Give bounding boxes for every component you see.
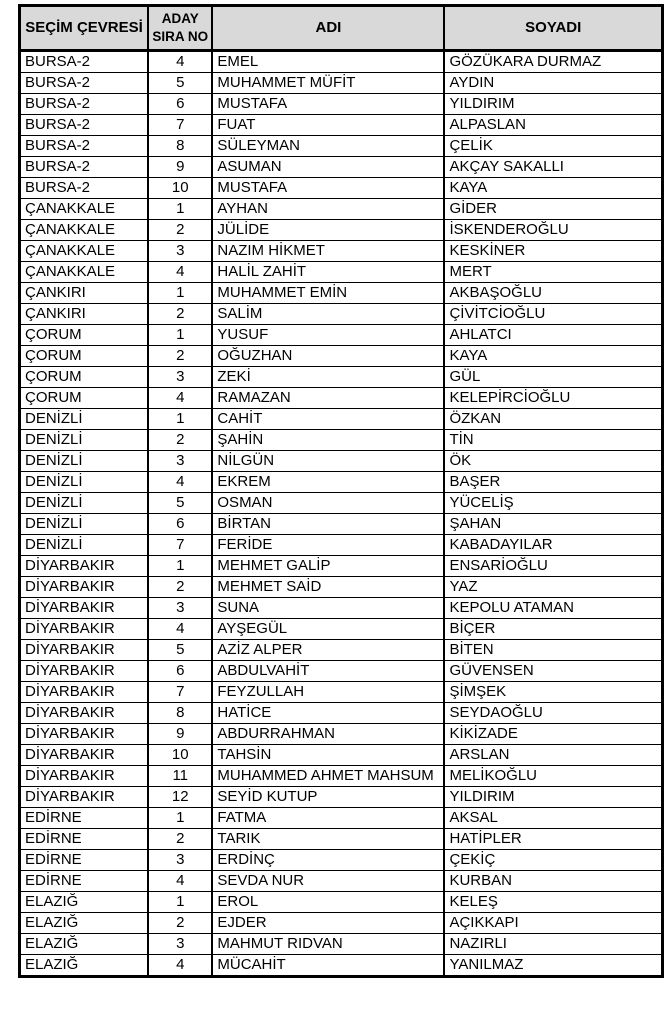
- table-row: [20, 808, 663, 829]
- cell-first-name: BİRTAN: [212, 514, 444, 535]
- table-row: [20, 451, 663, 472]
- cell-order-no: 4: [148, 955, 212, 977]
- table-row: [20, 577, 663, 598]
- table-row: [20, 94, 663, 115]
- cell-district: EDİRNE: [20, 829, 149, 850]
- cell-order-no: 6: [148, 514, 212, 535]
- cell-order-no: 1: [148, 199, 212, 220]
- cell-district: ÇORUM: [20, 388, 149, 409]
- cell-last-name: YAZ: [444, 577, 662, 598]
- cell-first-name: SEVDA NUR: [212, 871, 444, 892]
- table-row: [20, 766, 663, 787]
- cell-district: EDİRNE: [20, 871, 149, 892]
- cell-last-name: ŞİMŞEK: [444, 682, 662, 703]
- cell-district: DENİZLİ: [20, 493, 149, 514]
- cell-district: ÇANKIRI: [20, 304, 149, 325]
- table-row: [20, 178, 663, 199]
- table-row: [20, 598, 663, 619]
- cell-last-name: AKBAŞOĞLU: [444, 283, 662, 304]
- cell-last-name: ÖZKAN: [444, 409, 662, 430]
- cell-order-no: 1: [148, 556, 212, 577]
- cell-last-name: MERT: [444, 262, 662, 283]
- cell-district: ÇANAKKALE: [20, 262, 149, 283]
- cell-last-name: ÖK: [444, 451, 662, 472]
- cell-order-no: 1: [148, 283, 212, 304]
- table-row: [20, 955, 663, 977]
- cell-district: DİYARBAKIR: [20, 703, 149, 724]
- table-row: [20, 913, 663, 934]
- cell-order-no: 3: [148, 451, 212, 472]
- cell-district: ELAZIĞ: [20, 892, 149, 913]
- cell-first-name: ASUMAN: [212, 157, 444, 178]
- cell-order-no: 10: [148, 178, 212, 199]
- cell-district: ÇORUM: [20, 346, 149, 367]
- table-row: [20, 430, 663, 451]
- table-row: [20, 199, 663, 220]
- cell-first-name: MAHMUT RIDVAN: [212, 934, 444, 955]
- cell-last-name: AÇIKKAPI: [444, 913, 662, 934]
- cell-district: BURSA-2: [20, 94, 149, 115]
- cell-last-name: İSKENDEROĞLU: [444, 220, 662, 241]
- table-row: [20, 682, 663, 703]
- table-row: [20, 556, 663, 577]
- table-body: [20, 51, 663, 977]
- cell-first-name: SEYİD KUTUP: [212, 787, 444, 808]
- cell-last-name: ALPASLAN: [444, 115, 662, 136]
- cell-first-name: ERDİNÇ: [212, 850, 444, 871]
- cell-first-name: MUSTAFA: [212, 178, 444, 199]
- cell-order-no: 8: [148, 703, 212, 724]
- cell-district: DENİZLİ: [20, 472, 149, 493]
- table-row: [20, 472, 663, 493]
- cell-order-no: 10: [148, 745, 212, 766]
- cell-order-no: 7: [148, 115, 212, 136]
- cell-first-name: ZEKİ: [212, 367, 444, 388]
- cell-first-name: YUSUF: [212, 325, 444, 346]
- cell-first-name: MUHAMMED AHMET MAHSUM: [212, 766, 444, 787]
- cell-first-name: FATMA: [212, 808, 444, 829]
- table-row: [20, 325, 663, 346]
- table-row: [20, 241, 663, 262]
- table-row: [20, 850, 663, 871]
- cell-last-name: GÜVENSEN: [444, 661, 662, 682]
- cell-last-name: KELEPİRCİOĞLU: [444, 388, 662, 409]
- cell-district: DİYARBAKIR: [20, 766, 149, 787]
- cell-first-name: NİLGÜN: [212, 451, 444, 472]
- table-row: [20, 724, 663, 745]
- cell-order-no: 6: [148, 94, 212, 115]
- header-order-no: ADAY SIRA NO: [148, 6, 212, 51]
- cell-district: ELAZIĞ: [20, 913, 149, 934]
- cell-district: EDİRNE: [20, 850, 149, 871]
- header-district: SEÇİM ÇEVRESİ: [20, 6, 149, 51]
- cell-order-no: 1: [148, 325, 212, 346]
- cell-district: DENİZLİ: [20, 409, 149, 430]
- cell-district: DİYARBAKIR: [20, 745, 149, 766]
- table-row: [20, 871, 663, 892]
- cell-order-no: 9: [148, 724, 212, 745]
- cell-first-name: FERİDE: [212, 535, 444, 556]
- document-sheet: [18, 4, 664, 978]
- cell-order-no: 4: [148, 871, 212, 892]
- cell-first-name: MÜCAHİT: [212, 955, 444, 977]
- cell-order-no: 4: [148, 51, 212, 73]
- table-row: [20, 640, 663, 661]
- table-row: [20, 304, 663, 325]
- cell-last-name: KABADAYILAR: [444, 535, 662, 556]
- cell-last-name: ENSARİOĞLU: [444, 556, 662, 577]
- cell-first-name: CAHİT: [212, 409, 444, 430]
- cell-district: ELAZIĞ: [20, 934, 149, 955]
- cell-first-name: FEYZULLAH: [212, 682, 444, 703]
- cell-district: BURSA-2: [20, 51, 149, 73]
- cell-district: BURSA-2: [20, 157, 149, 178]
- cell-order-no: 2: [148, 430, 212, 451]
- cell-district: DİYARBAKIR: [20, 682, 149, 703]
- cell-first-name: MEHMET GALİP: [212, 556, 444, 577]
- cell-first-name: HALİL ZAHİT: [212, 262, 444, 283]
- cell-last-name: KESKİNER: [444, 241, 662, 262]
- cell-district: ÇORUM: [20, 325, 149, 346]
- cell-order-no: 2: [148, 304, 212, 325]
- cell-last-name: YILDIRIM: [444, 787, 662, 808]
- cell-first-name: AYHAN: [212, 199, 444, 220]
- cell-last-name: AKSAL: [444, 808, 662, 829]
- cell-last-name: GÖZÜKARA DURMAZ: [444, 51, 662, 73]
- cell-last-name: KAYA: [444, 346, 662, 367]
- table-row: [20, 703, 663, 724]
- cell-district: DİYARBAKIR: [20, 640, 149, 661]
- cell-order-no: 2: [148, 577, 212, 598]
- cell-district: ÇANAKKALE: [20, 199, 149, 220]
- cell-first-name: FUAT: [212, 115, 444, 136]
- cell-last-name: GİDER: [444, 199, 662, 220]
- candidate-table: [18, 4, 664, 978]
- table-row: [20, 661, 663, 682]
- cell-first-name: NAZIM HİKMET: [212, 241, 444, 262]
- cell-order-no: 2: [148, 346, 212, 367]
- header-row: [20, 6, 663, 51]
- cell-order-no: 3: [148, 367, 212, 388]
- cell-district: DİYARBAKIR: [20, 619, 149, 640]
- cell-order-no: 7: [148, 682, 212, 703]
- cell-first-name: RAMAZAN: [212, 388, 444, 409]
- cell-district: DİYARBAKIR: [20, 787, 149, 808]
- cell-first-name: ABDURRAHMAN: [212, 724, 444, 745]
- cell-last-name: BAŞER: [444, 472, 662, 493]
- header-last-name: SOYADI: [444, 6, 662, 51]
- cell-first-name: EKREM: [212, 472, 444, 493]
- cell-district: BURSA-2: [20, 73, 149, 94]
- table-row: [20, 283, 663, 304]
- cell-order-no: 3: [148, 850, 212, 871]
- cell-last-name: BİÇER: [444, 619, 662, 640]
- cell-order-no: 4: [148, 472, 212, 493]
- table-row: [20, 136, 663, 157]
- table-row: [20, 157, 663, 178]
- table-row: [20, 346, 663, 367]
- cell-first-name: JÜLİDE: [212, 220, 444, 241]
- cell-order-no: 1: [148, 892, 212, 913]
- cell-order-no: 3: [148, 598, 212, 619]
- cell-district: DENİZLİ: [20, 535, 149, 556]
- table-row: [20, 262, 663, 283]
- cell-order-no: 4: [148, 619, 212, 640]
- cell-district: DİYARBAKIR: [20, 724, 149, 745]
- cell-last-name: KELEŞ: [444, 892, 662, 913]
- cell-first-name: MUSTAFA: [212, 94, 444, 115]
- cell-district: DENİZLİ: [20, 430, 149, 451]
- cell-last-name: YILDIRIM: [444, 94, 662, 115]
- cell-last-name: YANILMAZ: [444, 955, 662, 977]
- cell-district: DİYARBAKIR: [20, 661, 149, 682]
- cell-last-name: KEPOLU ATAMAN: [444, 598, 662, 619]
- cell-district: ÇANKIRI: [20, 283, 149, 304]
- cell-district: ÇANAKKALE: [20, 220, 149, 241]
- cell-last-name: HATİPLER: [444, 829, 662, 850]
- cell-district: BURSA-2: [20, 115, 149, 136]
- cell-last-name: AYDIN: [444, 73, 662, 94]
- table-row: [20, 892, 663, 913]
- cell-first-name: MUHAMMET MÜFİT: [212, 73, 444, 94]
- cell-last-name: AKÇAY SAKALLI: [444, 157, 662, 178]
- cell-order-no: 5: [148, 73, 212, 94]
- table-row: [20, 115, 663, 136]
- cell-order-no: 7: [148, 535, 212, 556]
- cell-first-name: TAHSİN: [212, 745, 444, 766]
- cell-last-name: ŞAHAN: [444, 514, 662, 535]
- cell-first-name: OSMAN: [212, 493, 444, 514]
- cell-district: ELAZIĞ: [20, 955, 149, 977]
- cell-order-no: 12: [148, 787, 212, 808]
- cell-last-name: ÇİVİTCİOĞLU: [444, 304, 662, 325]
- table-row: [20, 829, 663, 850]
- header-first-name: ADI: [212, 6, 444, 51]
- cell-district: ÇANAKKALE: [20, 241, 149, 262]
- cell-last-name: YÜCELİŞ: [444, 493, 662, 514]
- cell-first-name: ABDULVAHİT: [212, 661, 444, 682]
- cell-last-name: ÇELİK: [444, 136, 662, 157]
- cell-order-no: 4: [148, 262, 212, 283]
- cell-order-no: 2: [148, 220, 212, 241]
- table-row: [20, 535, 663, 556]
- cell-order-no: 5: [148, 493, 212, 514]
- cell-district: BURSA-2: [20, 136, 149, 157]
- cell-order-no: 6: [148, 661, 212, 682]
- cell-order-no: 8: [148, 136, 212, 157]
- table-row: [20, 409, 663, 430]
- cell-district: DİYARBAKIR: [20, 556, 149, 577]
- cell-order-no: 11: [148, 766, 212, 787]
- table-row: [20, 220, 663, 241]
- cell-district: DİYARBAKIR: [20, 598, 149, 619]
- cell-district: BURSA-2: [20, 178, 149, 199]
- cell-first-name: HATİCE: [212, 703, 444, 724]
- cell-last-name: GÜL: [444, 367, 662, 388]
- table-row: [20, 787, 663, 808]
- cell-first-name: OĞUZHAN: [212, 346, 444, 367]
- cell-last-name: KAYA: [444, 178, 662, 199]
- cell-first-name: SÜLEYMAN: [212, 136, 444, 157]
- cell-last-name: AHLATCI: [444, 325, 662, 346]
- cell-last-name: KİKİZADE: [444, 724, 662, 745]
- table-row: [20, 934, 663, 955]
- cell-district: DENİZLİ: [20, 514, 149, 535]
- table-row: [20, 619, 663, 640]
- cell-order-no: 9: [148, 157, 212, 178]
- cell-order-no: 4: [148, 388, 212, 409]
- cell-order-no: 2: [148, 913, 212, 934]
- cell-district: DENİZLİ: [20, 451, 149, 472]
- table-header: [20, 6, 663, 51]
- cell-first-name: EJDER: [212, 913, 444, 934]
- cell-first-name: AYŞEGÜL: [212, 619, 444, 640]
- cell-last-name: ARSLAN: [444, 745, 662, 766]
- cell-last-name: TİN: [444, 430, 662, 451]
- cell-last-name: KURBAN: [444, 871, 662, 892]
- cell-order-no: 1: [148, 409, 212, 430]
- cell-first-name: ŞAHİN: [212, 430, 444, 451]
- cell-last-name: BİTEN: [444, 640, 662, 661]
- cell-first-name: EROL: [212, 892, 444, 913]
- cell-first-name: SALİM: [212, 304, 444, 325]
- table-row: [20, 388, 663, 409]
- cell-order-no: 3: [148, 934, 212, 955]
- cell-last-name: NAZIRLI: [444, 934, 662, 955]
- cell-last-name: SEYDAOĞLU: [444, 703, 662, 724]
- cell-first-name: MEHMET SAİD: [212, 577, 444, 598]
- table-row: [20, 493, 663, 514]
- table-row: [20, 514, 663, 535]
- cell-first-name: AZİZ ALPER: [212, 640, 444, 661]
- cell-first-name: TARIK: [212, 829, 444, 850]
- cell-order-no: 2: [148, 829, 212, 850]
- cell-first-name: EMEL: [212, 51, 444, 73]
- table-row: [20, 367, 663, 388]
- table-row: [20, 745, 663, 766]
- cell-last-name: ÇEKİÇ: [444, 850, 662, 871]
- cell-order-no: 1: [148, 808, 212, 829]
- cell-first-name: MUHAMMET EMİN: [212, 283, 444, 304]
- cell-last-name: MELİKOĞLU: [444, 766, 662, 787]
- cell-order-no: 5: [148, 640, 212, 661]
- cell-district: DİYARBAKIR: [20, 577, 149, 598]
- cell-district: EDİRNE: [20, 808, 149, 829]
- table-row: [20, 73, 663, 94]
- cell-district: ÇORUM: [20, 367, 149, 388]
- cell-order-no: 3: [148, 241, 212, 262]
- cell-first-name: SUNA: [212, 598, 444, 619]
- table-row: [20, 51, 663, 73]
